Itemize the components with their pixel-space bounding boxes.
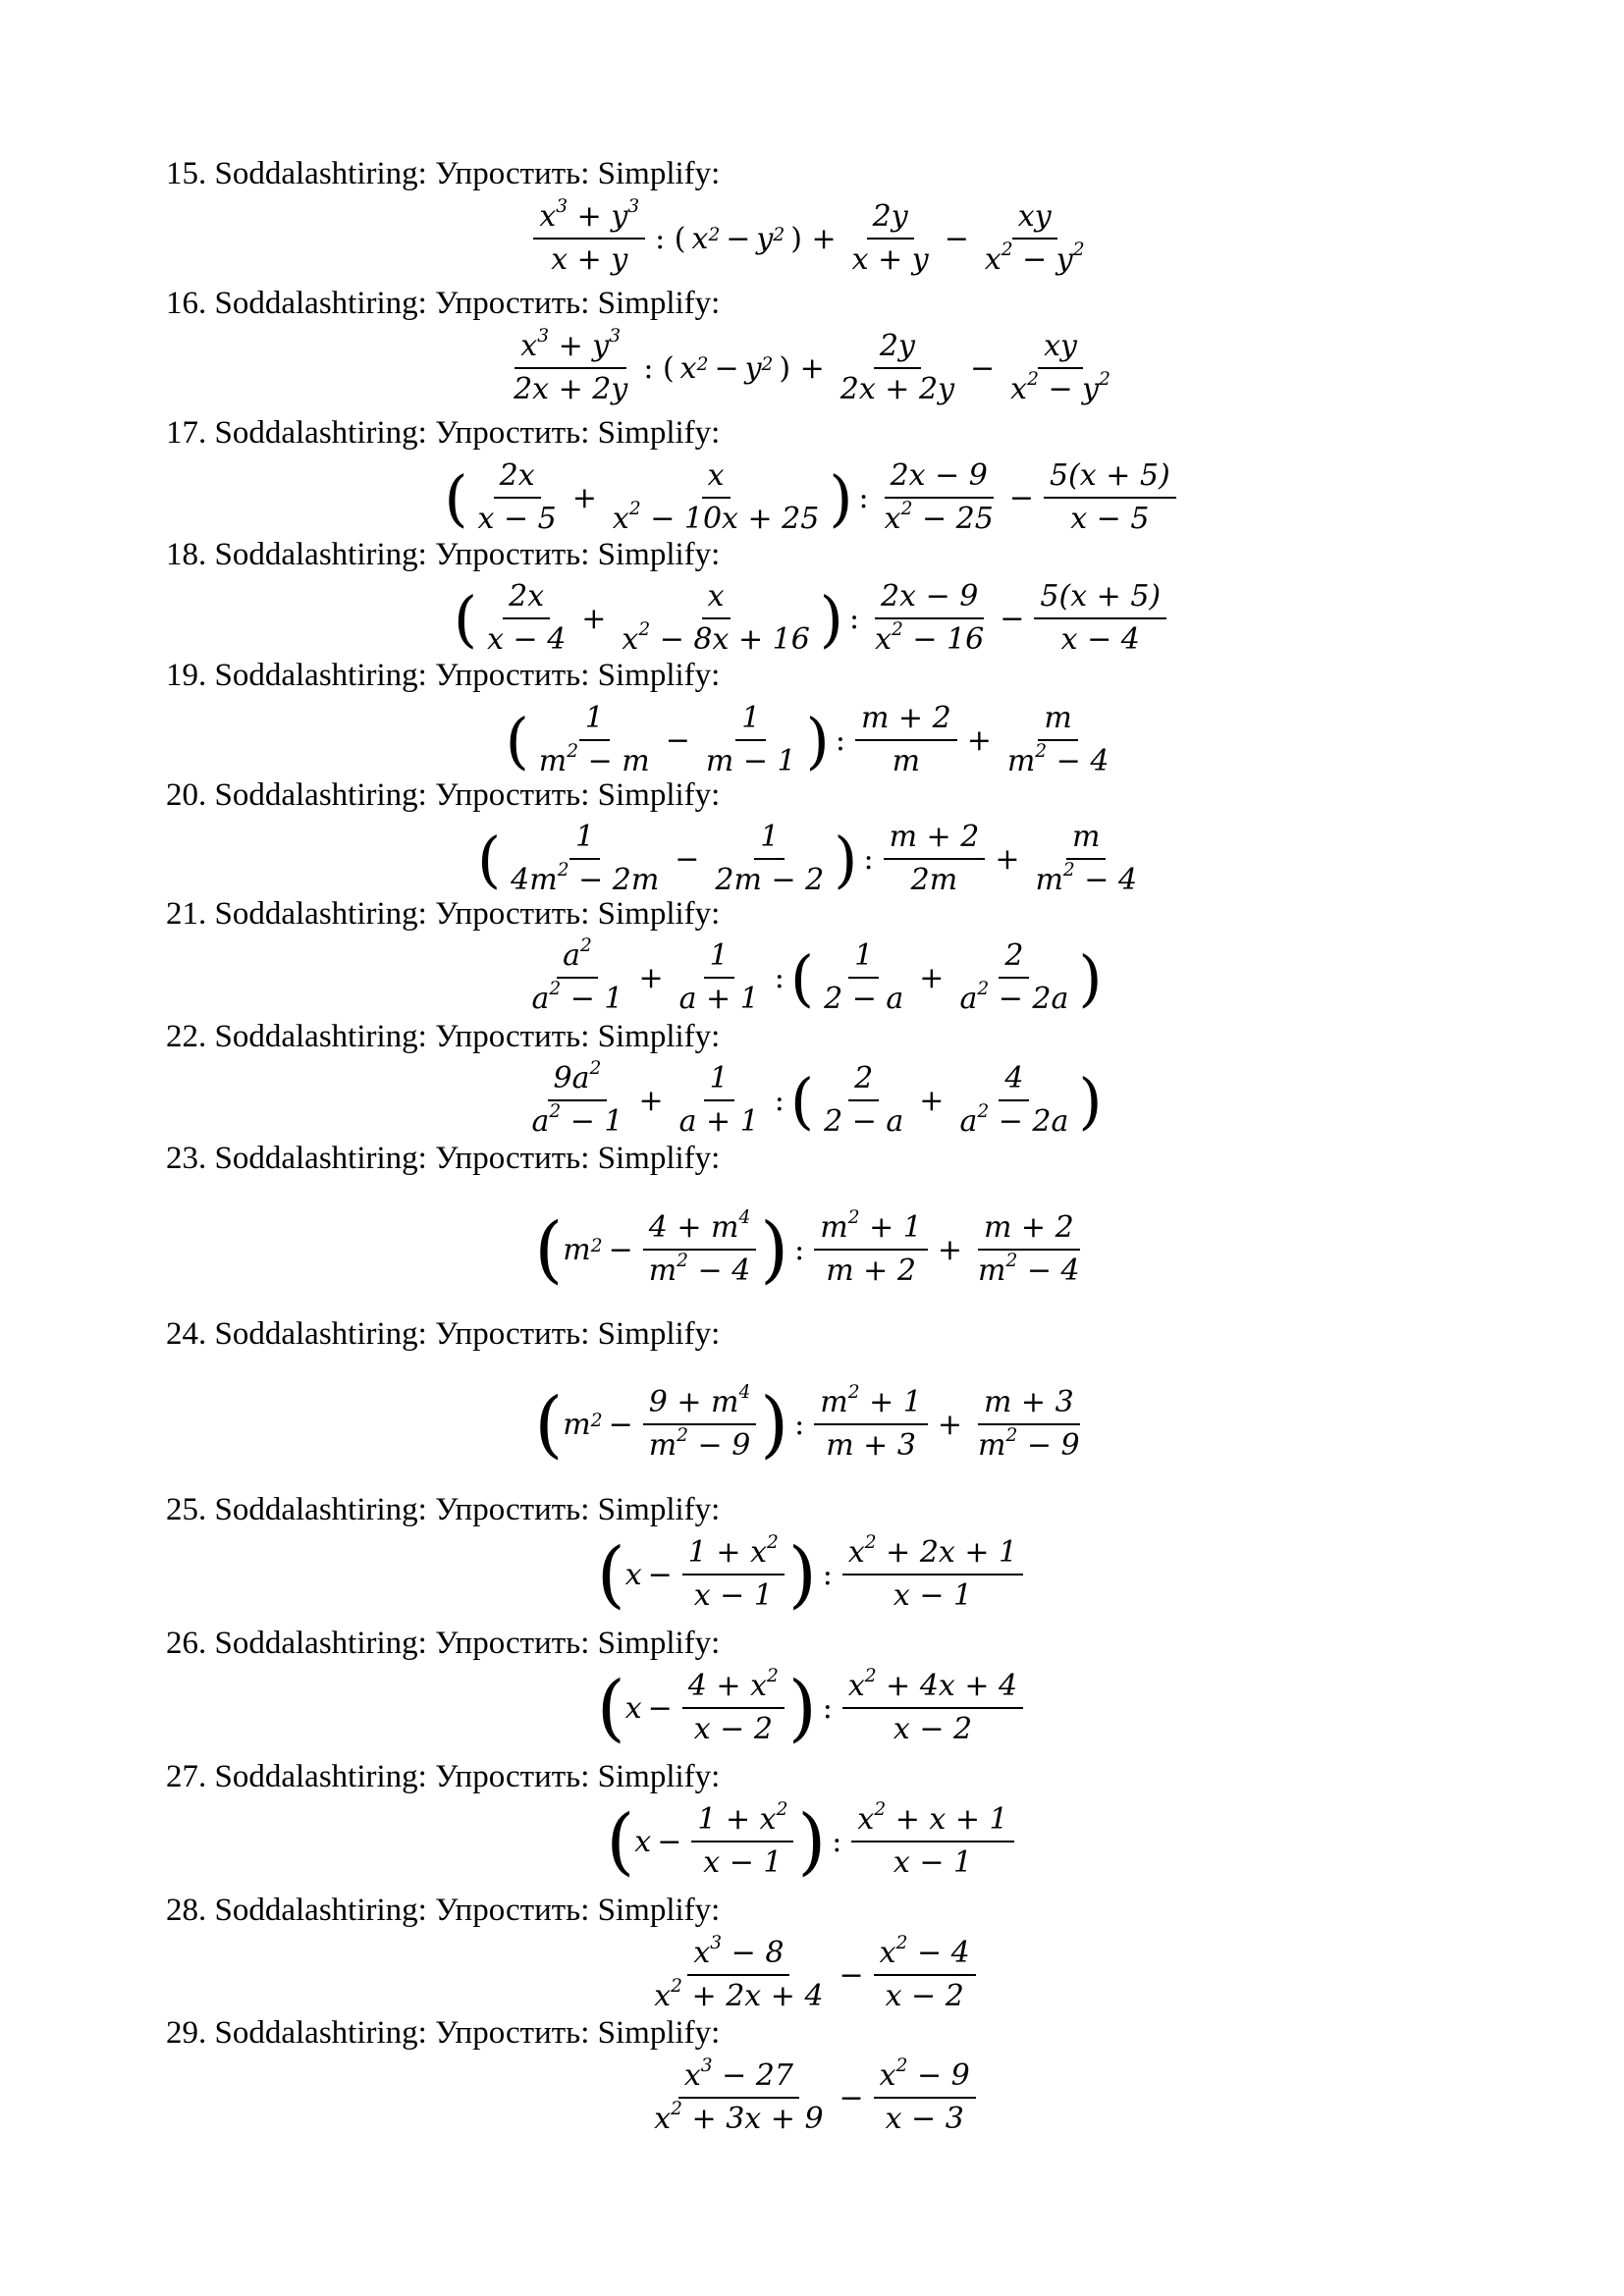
problem-18-expression: ( $\frac{2x}{x - 4}$ + $\frac{x}{x^2 - 8x + 16}$ ) : $\frac{2x - 9}{x^2 - 16}$ − $\frac{5(x + 5)}{x - 4}$ <box>0 576 1624 661</box>
problem-27-label: 27. Soddalashtiring: Упростить: Simplify: <box>166 1759 721 1794</box>
problem-16-expression: $\frac{x^3 + y^3}{2x + 2y}$ : ( x $^2$ − y $^2$ ) + $\frac{2y}{2x + 2y}$ − $\frac{xy}{x^2 - y^2}$ <box>514 326 1110 406</box>
problem-21-expression: $\frac{a^2}{a^2 - 1}$ + $\frac{1}{a + 1}$ : ( $\frac{1}{2 - a}$ + $\frac{2}{a^2 - 2a}$ ) <box>531 935 1103 1016</box>
problem-22-expression: $\frac{9a^2}{a^2 - 1}$ + $\frac{1}{a + 1}$ : ( $\frac{2}{2 - a}$ + $\frac{4}{a^2 - 2a}$ ) <box>531 1058 1103 1139</box>
problem-25-expression: ( x − $\frac{1 + x^2}{x - 1}$ ) : $\frac{x^2 + 2x + 1}{x - 1}$ <box>0 1532 1624 1617</box>
problem-18-label: 18. Soddalashtiring: Упростить: Simplify: <box>166 537 721 572</box>
problem-21-label: 21. Soddalashtiring: Упростить: Simplify: <box>166 896 721 932</box>
problem-24-expression: ( m $^2$ − $\frac{9 + m^4}{m^2 - 9}$ ) : $\frac{m^2 + 1}{m + 3}$ + $\frac{m + 3}{m^2 - 9}$ <box>534 1382 1080 1467</box>
problem-20-expression: ( $\frac{1}{4m^2 - 2m}$ − $\frac{1}{2m - 2}$ ) : $\frac{m + 2}{2m}$ + $\frac{m}{m^2 - 4}$ <box>0 817 1624 901</box>
problem-29-expression: $\frac{x^3 - 27}{x^2 + 3x + 9}$ − $\frac{x^2 - 9}{x - 3}$ <box>0 2056 1624 2140</box>
problem-26-label: 26. Soddalashtiring: Упростить: Simplify: <box>166 1626 721 1661</box>
problem-27-expression: ( x − $\frac{1 + x^2}{x - 1}$ ) : $\frac{x^2 + x + 1}{x - 1}$ <box>0 1799 1624 1884</box>
problem-25-label: 25. Soddalashtiring: Упростить: Simplify: <box>166 1492 721 1527</box>
problem-23-expression: ( m $^2$ − $\frac{4 + m^4}{m^2 - 4}$ ) : $\frac{m^2 + 1}{m + 2}$ + $\frac{m + 2}{m^2 - 4}$ <box>534 1207 1080 1292</box>
problem-23-label: 23. Soddalashtiring: Упростить: Simplify: <box>166 1141 721 1176</box>
problem-26-expression: ( x − $\frac{4 + x^2}{x - 2}$ ) : $\frac{x^2 + 4x + 4}{x - 2}$ <box>0 1666 1624 1750</box>
problem-28-label: 28. Soddalashtiring: Упростить: Simplify: <box>166 1893 721 1928</box>
problem-17-expression: ( $\frac{2x}{x - 5}$ + $\frac{x}{x^2 - 10x + 25}$ ) : $\frac{2x - 9}{x^2 - 25}$ − $\frac{5(x + 5)}{x - 5}$ <box>0 455 1624 540</box>
problem-15-label: 15. Soddalashtiring: Упростить: Simplify: <box>166 156 721 191</box>
problem-19-expression: ( $\frac{1}{m^2 - m}$ − $\frac{1}{m - 1}$ ) : $\frac{m + 2}{m}$ + $\frac{m}{m^2 - 4}$ <box>0 698 1624 782</box>
problem-29-label: 29. Soddalashtiring: Упростить: Simplify: <box>166 2015 721 2051</box>
problem-19-label: 19. Soddalashtiring: Упростить: Simplify: <box>166 658 721 693</box>
problem-16-label: 16. Soddalashtiring: Упростить: Simplify: <box>166 286 721 321</box>
problem-22-label: 22. Soddalashtiring: Упростить: Simplify: <box>166 1019 721 1054</box>
problem-15-expression: $\frac{x^3 + y^3}{x + y}$ : ( x $^2$ − y $^2$ ) + $\frac{2y}{x + y}$ − $\frac{xy}{x^2 - y^2}$ <box>0 196 1624 281</box>
problem-28-expression: $\frac{x^3 - 8}{x^2 + 2x + 4}$ − $\frac{x^2 - 4}{x - 2}$ <box>0 1933 1624 2017</box>
problem-17-label: 17. Soddalashtiring: Упростить: Simplify: <box>166 415 721 451</box>
problem-24-label: 24. Soddalashtiring: Упростить: Simplify: <box>166 1316 721 1352</box>
problem-20-label: 20. Soddalashtiring: Упростить: Simplify: <box>166 777 721 813</box>
